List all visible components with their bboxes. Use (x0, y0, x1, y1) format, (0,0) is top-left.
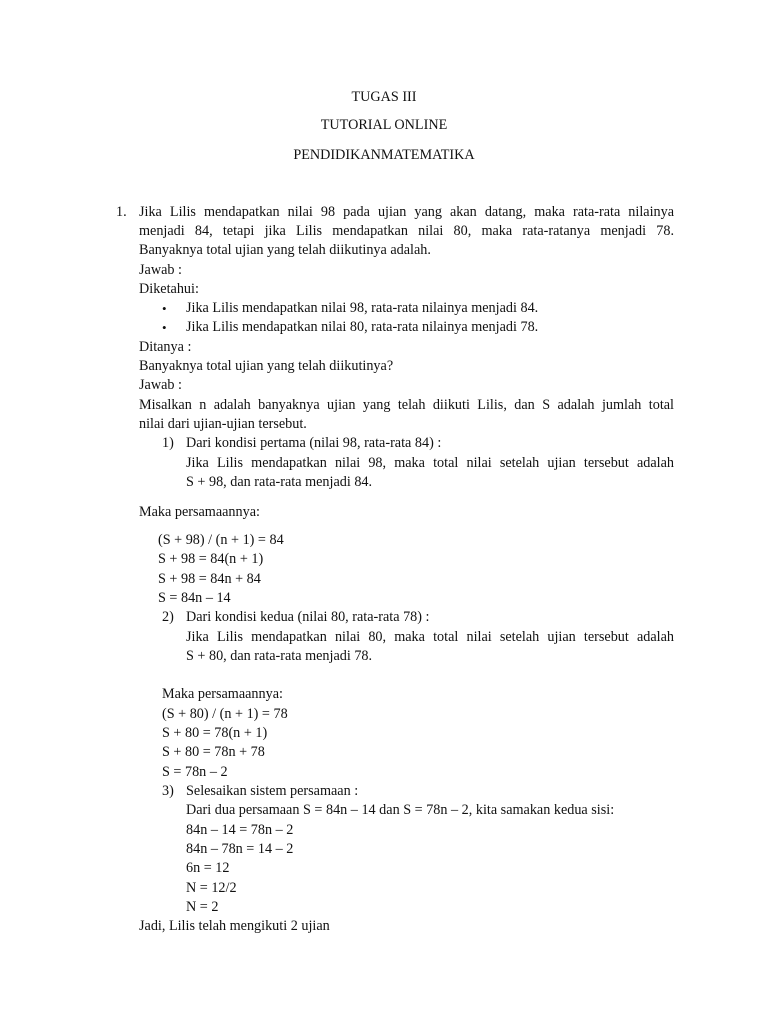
doc-title-line1: TUGAS III (351, 89, 417, 105)
doc-title-line2: TUTORIAL ONLINE (320, 117, 448, 133)
ditanya-text: Banyaknya total ujian yang telah diikutinya? (139, 358, 394, 374)
bullet-icon: • (162, 301, 167, 316)
step3-number: 3) (162, 783, 174, 799)
bullet-item-1: Jika Lilis mendapatkan nilai 98, rata-rata nilainya menjadi 84. (186, 300, 539, 316)
jawab-label: Jawab : (139, 262, 182, 278)
conclusion-text: Jadi, Lilis telah mengikuti 2 ujian (139, 918, 330, 934)
equation-line: (S + 98) / (n + 1) = 84 (158, 532, 284, 548)
equation-line: S + 98 = 84n + 84 (158, 571, 261, 587)
step2-line2: S + 80, dan rata-rata menjadi 78. (186, 648, 373, 664)
step1-line2: S + 98, dan rata-rata menjadi 84. (186, 474, 373, 490)
doc-title-line3: PENDIDIKANMATEMATIKA (293, 147, 475, 163)
step3-line1: Dari dua persamaan S = 84n – 14 dan S = 78n – 2, kita samakan kedua sisi: (186, 802, 615, 818)
step2-number: 2) (162, 609, 174, 625)
equation-line: (S + 80) / (n + 1) = 78 (162, 706, 288, 722)
question-text-line3: Banyaknya total ujian yang telah diikutinya adalah. (139, 242, 431, 258)
question-text-line1: Jika Lilis mendapatkan nilai 98 pada ujian yang akan datang, maka rata-rata nilainya (139, 204, 674, 220)
step3-heading: Selesaikan sistem persamaan : (186, 783, 359, 799)
step1-heading: Dari kondisi pertama (nilai 98, rata-rata 84) : (186, 435, 442, 451)
equation-line: S + 80 = 78(n + 1) (162, 725, 268, 741)
equation-line: S = 78n – 2 (162, 764, 228, 780)
equation-line: S = 84n – 14 (158, 590, 231, 606)
step1-line1: Jika Lilis mendapatkan nilai 98, maka total nilai setelah ujian tersebut adalah (186, 455, 674, 471)
step2-heading: Dari kondisi kedua (nilai 80, rata-rata 78) : (186, 609, 430, 625)
diketahui-label: Diketahui: (139, 281, 199, 297)
jawab-label-2: Jawab : (139, 377, 182, 393)
equation-line: S + 98 = 84(n + 1) (158, 551, 264, 567)
intro-line2: nilai dari ujian-ujian tersebut. (139, 416, 307, 432)
maka-persamaan-1: Maka persamaannya: (139, 504, 260, 520)
intro-line1: Misalkan n adalah banyaknya ujian yang telah diikuti Lilis, dan S adalah jumlah total (139, 397, 674, 413)
equation-line: N = 12/2 (186, 880, 237, 896)
equation-line: 84n – 14 = 78n – 2 (186, 822, 294, 838)
question-number: 1. (116, 204, 127, 220)
ditanya-label: Ditanya : (139, 339, 192, 355)
bullet-item-2: Jika Lilis mendapatkan nilai 80, rata-rata nilainya menjadi 78. (186, 319, 539, 335)
equation-line: N = 2 (186, 899, 219, 915)
equation-line: 84n – 78n = 14 – 2 (186, 841, 294, 857)
equation-line: 6n = 12 (186, 860, 230, 876)
maka-persamaan-2: Maka persamaannya: (162, 686, 283, 702)
question-text-line2: menjadi 84, tetapi jika Lilis mendapatkan nilai 80, maka rata-ratanya menjadi 78. (139, 223, 674, 239)
equation-line: S + 80 = 78n + 78 (162, 744, 265, 760)
step2-line1: Jika Lilis mendapatkan nilai 80, maka total nilai setelah ujian tersebut adalah (186, 629, 674, 645)
step1-number: 1) (162, 435, 174, 451)
bullet-icon: • (162, 320, 167, 335)
